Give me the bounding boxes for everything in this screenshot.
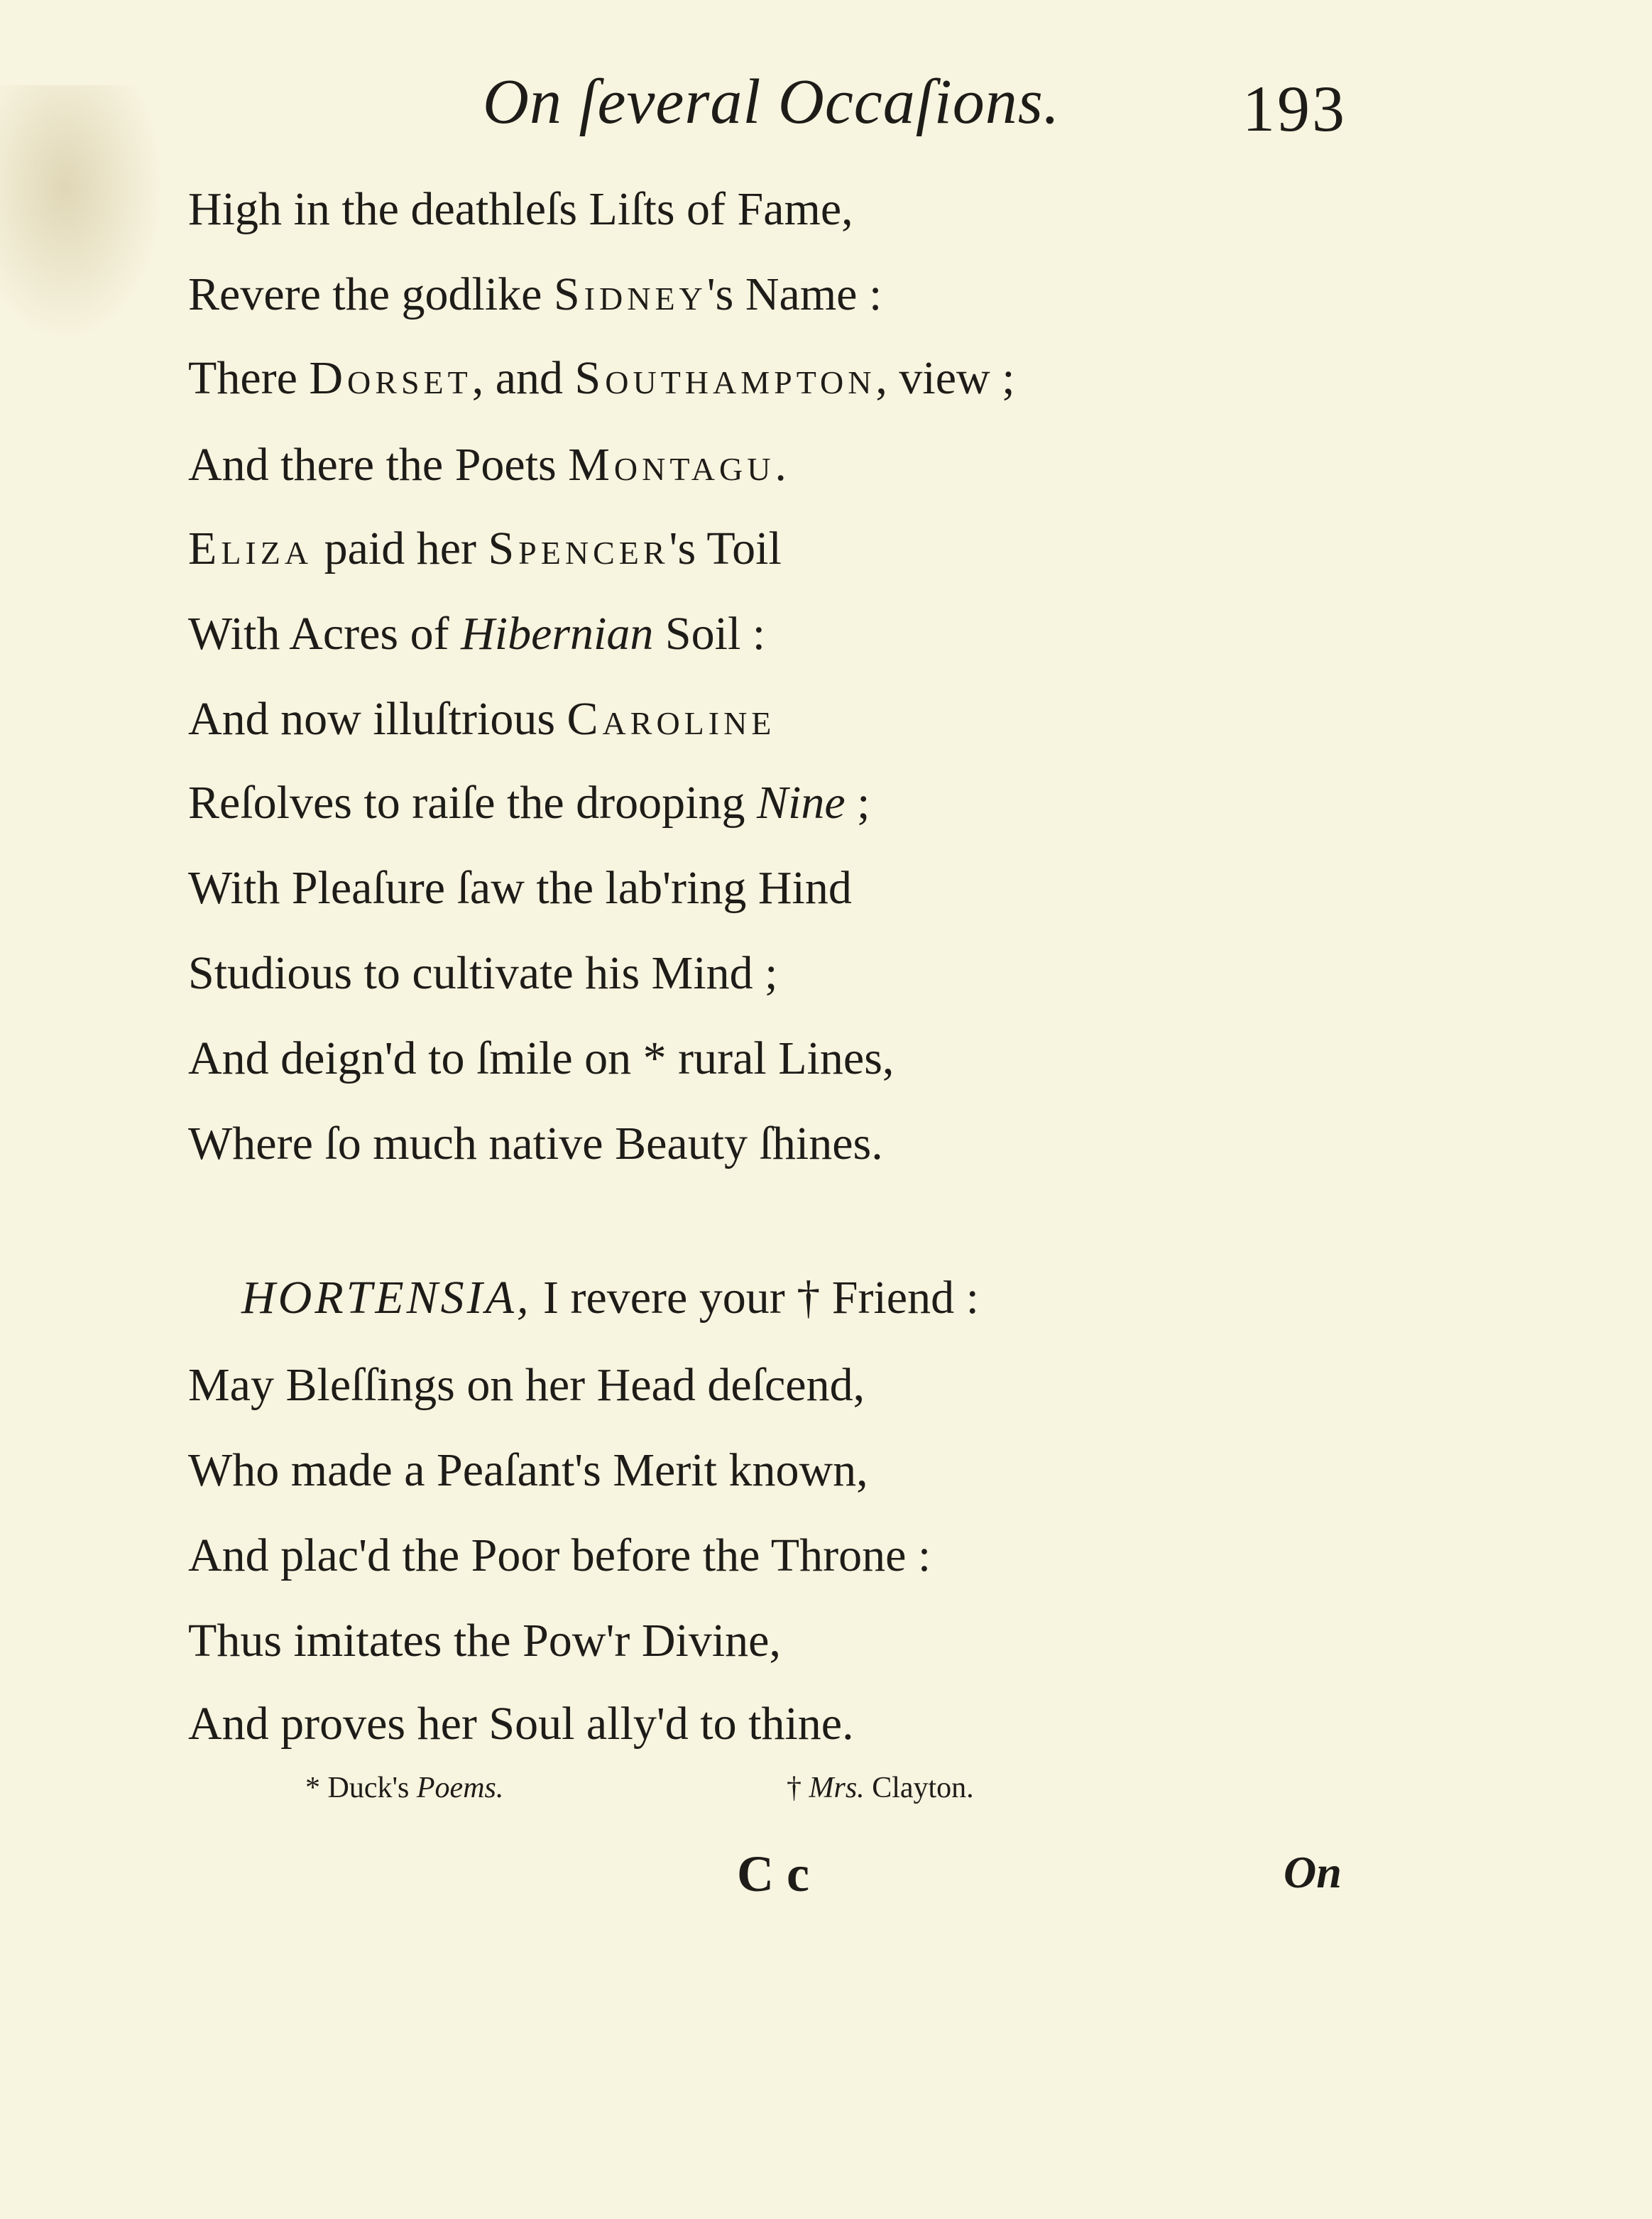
verse-line: With Pleaſure ſaw the lab'ring Hind <box>188 862 852 914</box>
footnote-duck: * Duck's Poems. <box>305 1772 504 1804</box>
verse-line: Reſolves to raiſe the drooping Nine ; <box>188 777 870 829</box>
paper-stain <box>0 85 163 341</box>
catchword: On <box>1284 1847 1342 1897</box>
name-montagu: Montagu <box>568 439 775 491</box>
verse-line: And plac'd the Poor before the Throne : <box>188 1530 931 1581</box>
page-number: 193 <box>1242 72 1347 145</box>
word-hibernian: Hibernian <box>461 608 654 660</box>
name-hortensia: HORTENSIA, <box>241 1272 532 1324</box>
verse-line: And deign'd to ſmile on * rural Lines, <box>188 1032 895 1084</box>
running-head: On ſeveral Occaſions. <box>483 67 1061 137</box>
verse-line: And there the Poets Montagu. <box>188 439 787 491</box>
name-dorset: Dorset <box>309 352 472 404</box>
name-southampton: Southampton <box>574 352 876 404</box>
verse-line: Studious to cultivate his Mind ; <box>188 947 778 999</box>
word-nine: Nine <box>757 777 846 829</box>
verse-line: Eliza paid her Spencer's Toil <box>188 523 782 574</box>
verse-line: And proves her Soul ally'd to thine. <box>188 1698 854 1750</box>
signature-mark: C c <box>737 1845 809 1902</box>
name-spencer: Spencer <box>488 523 669 574</box>
name-sidney: Sidney <box>553 268 707 320</box>
verse-line: May Bleſſings on her Head deſcend, <box>188 1359 865 1411</box>
verse-line: And now illuſtrious Caroline <box>188 693 776 745</box>
name-eliza: Eliza <box>188 523 313 574</box>
verse-line: There Dorset, and Southampton, view ; <box>188 352 1015 404</box>
verse-line: With Acres of Hibernian Soil : <box>188 608 766 660</box>
verse-line: Thus imitates the Pow'r Divine, <box>188 1615 781 1667</box>
verse-line: HORTENSIA, I revere your † Friend : <box>241 1272 979 1324</box>
verse-line: Where ſo much native Beauty ſhines. <box>188 1118 883 1170</box>
verse-line: High in the deathleſs Liſts of Fame, <box>188 183 853 235</box>
footnote-clayton: † Mrs. Clayton. <box>787 1772 974 1804</box>
verse-line: Revere the godlike Sidney's Name : <box>188 268 882 320</box>
name-caroline: Caroline <box>567 693 776 745</box>
verse-line: Who made a Peaſant's Merit known, <box>188 1444 868 1496</box>
